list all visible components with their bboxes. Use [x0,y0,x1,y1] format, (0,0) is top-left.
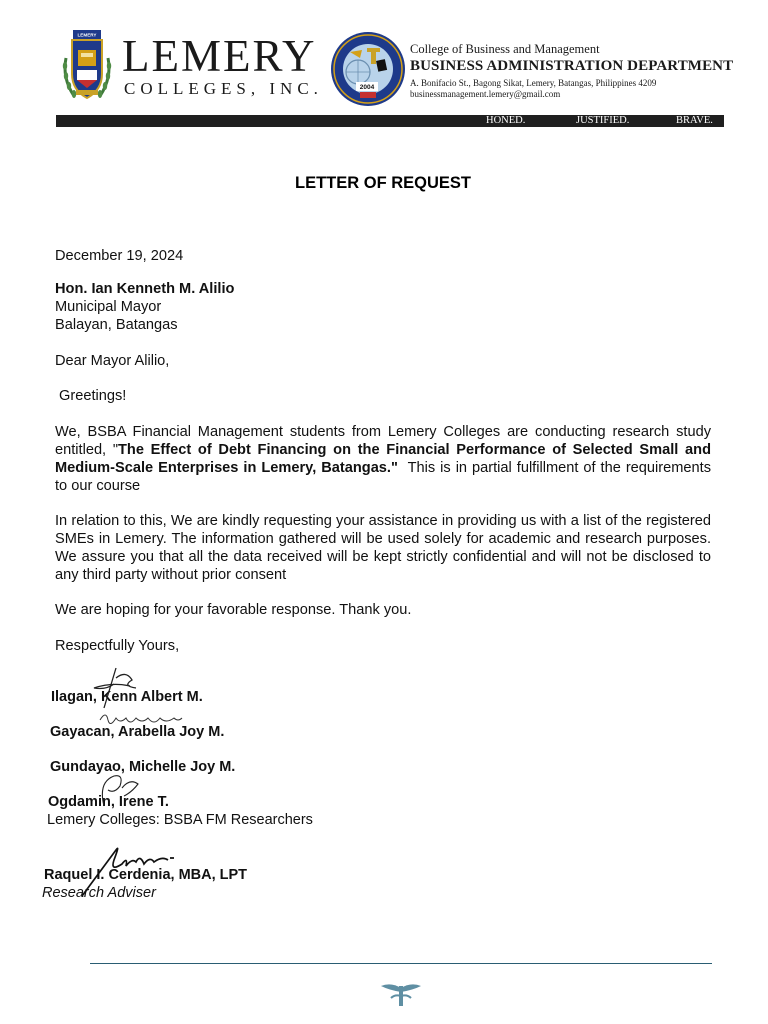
recipient-name: Hon. Ian Kenneth M. Alilio [55,281,235,297]
researcher-name-2: Gayacan, Arabella Joy M. [50,724,225,740]
study-title: The Effect of Debt Financing on the Financial Performance of Selected Small and Medium-Scale Enterprises in Lemery, Batangas." [55,442,711,476]
researcher-name-1: Ilagan, Kenn Albert M. [51,689,203,705]
motto-brave: BRAVE. [676,115,713,126]
paragraph-intro-text: We, BSBA Financial Management students from Lemery Colleges are conducting research study entitled, " [55,424,711,458]
paragraph-intro-rest: This is in partial fulfillment of the requirements to our course [55,460,716,494]
paragraph-request: In relation to this, We are kindly requesting your assistance in providing us with a list of the registered SMEs in Lemery. The information gathered will be used solely for academic and research purposes. We assure you that all the data received will be kept strictly confidential and will not be disclosed to any third party without prior consent [55,513,711,583]
college-subtitle: COLLEGES, INC. [124,79,323,98]
footer-divider [90,963,712,964]
adviser-signature-icon [78,842,182,900]
paragraph-closing-thanks: We are hoping for your favorable response. Thank you. [55,602,412,618]
signature-2-icon [96,708,186,736]
recipient-place: Balayan, Batangas [55,317,178,333]
lemery-colleges-seal-icon [60,28,114,104]
letter-title: LETTER OF REQUEST [294,174,471,192]
researcher-name-4: Ogdamin, Irene T. [48,794,169,810]
motto-justified: JUSTIFIED. [576,115,630,126]
letter-date: December 19, 2024 [55,248,184,264]
signature-1-icon [86,664,146,712]
signature-3-icon [94,770,144,810]
svg-text:2004: 2004 [359,84,375,91]
closing: Respectfully Yours, [55,638,180,654]
adviser-name: Raquel I. Cerdenia, MBA, LPT [44,867,248,883]
motto-honed: HONED. [486,115,526,126]
researcher-name-3: Gundayao, Michelle Joy M. [50,759,236,775]
department-email: businessmanagement.lemery@gmail.com [410,89,561,99]
college-name: LEMERY [122,31,317,81]
researchers-group-label: Lemery Colleges: BSBA FM Researchers [47,812,313,828]
salutation: Dear Mayor Alilio, [55,353,170,369]
department-address: A. Bonifacio St., Bagong Sikat, Lemery, Batangas, Philippines 4209 [410,78,657,88]
paragraph-study-intro [55,423,716,495]
svg-text:LEMERY: LEMERY [77,32,97,38]
recipient-title: Municipal Mayor [55,299,162,315]
college-department-name: College of Business and Management [410,42,600,56]
department-name: BUSINESS ADMINISTRATION DEPARTMENT [410,58,734,74]
business-administration-seal-icon [330,30,406,108]
tree-root-icon [379,976,423,1008]
greeting: Greetings! [59,388,127,404]
adviser-role: Research Adviser [42,885,156,901]
